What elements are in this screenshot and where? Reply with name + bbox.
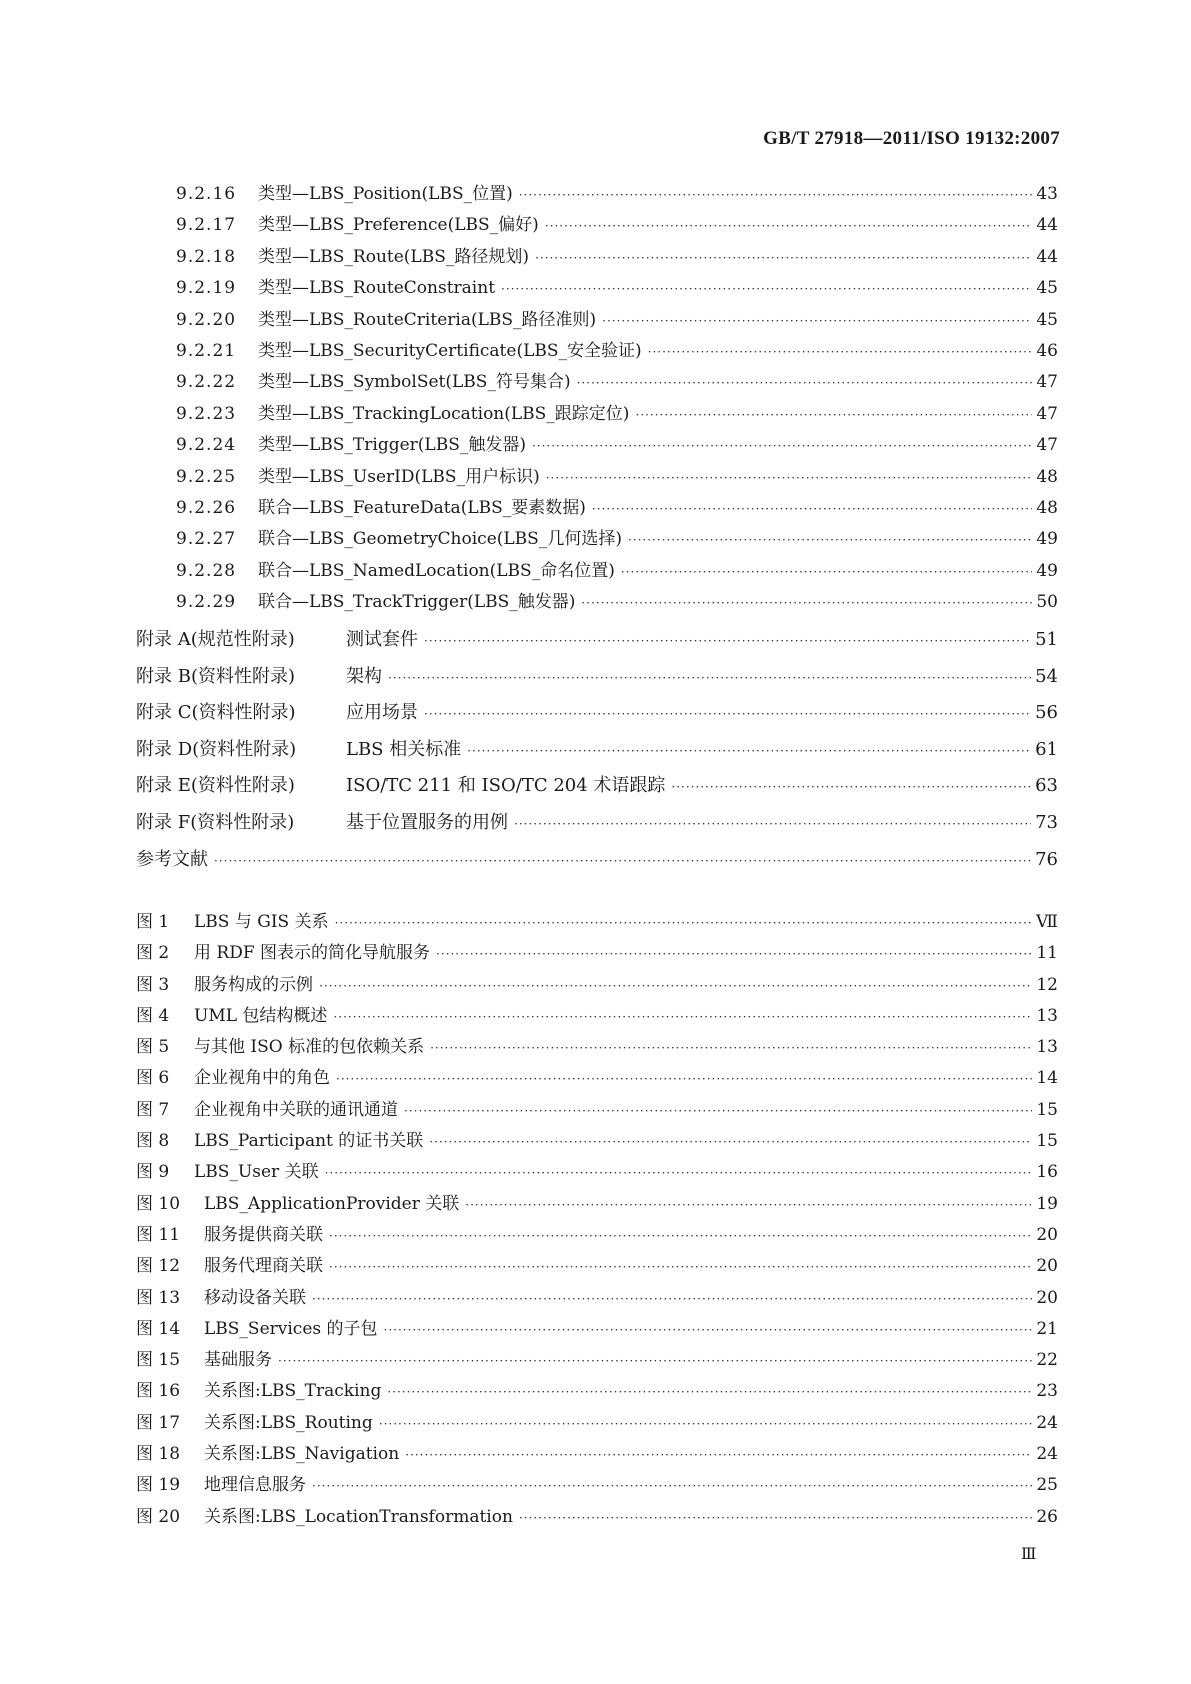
toc-entry-number: 附录 F(资料性附录) [136, 811, 295, 833]
toc-figure-entry[interactable] [136, 1507, 1058, 1538]
toc-dot-leader [532, 436, 1032, 456]
toc-figure-entry[interactable] [136, 1350, 1058, 1381]
toc-entry-page-number: 19 [1036, 1193, 1058, 1214]
toc-entry-page-number: 20 [1036, 1224, 1058, 1245]
toc-entry-page-number: 73 [1035, 811, 1058, 833]
toc-entry-number: 9.2.19 [176, 278, 237, 299]
toc-entry-number: 附录 D(资料性附录) [136, 738, 297, 760]
toc-entry-number: 图 17 [136, 1412, 181, 1433]
toc-subsection-entry[interactable] [136, 498, 1058, 529]
toc-entry-page-number: 51 [1035, 629, 1058, 650]
toc-entry-title: LBS_Participant 的证书关联 [194, 1131, 424, 1152]
toc-entry-page-number: 22 [1036, 1350, 1058, 1371]
toc-entry-page-number: 26 [1036, 1506, 1058, 1527]
toc-figure-entry[interactable] [136, 1475, 1058, 1506]
toc-entry-title: 类型—LBS_UserID(LBS_用户标识) [258, 466, 540, 487]
toc-dot-leader [436, 944, 1032, 964]
toc-entry-number: 9.2.28 [176, 560, 237, 581]
toc-annex-entry[interactable] [136, 740, 1058, 777]
toc-entry-title: 用 RDF 图表示的简化导航服务 [194, 943, 431, 964]
toc-entry-number: 附录 E(资料性附录) [136, 775, 295, 797]
toc-entry-number: 图 8 [136, 1131, 170, 1152]
toc-dot-leader [465, 1195, 1032, 1215]
toc-annex-entry[interactable] [136, 813, 1058, 850]
toc-dot-leader [387, 1382, 1032, 1402]
toc-figure-entry[interactable] [136, 1068, 1058, 1099]
toc-figure-entry[interactable] [136, 1194, 1058, 1225]
toc-dot-leader [336, 1069, 1032, 1089]
toc-entry-number: 图 6 [136, 1068, 170, 1089]
toc-entry-title: 测试套件 [346, 629, 418, 650]
toc-entry-title: 类型—LBS_Trigger(LBS_触发器) [258, 435, 526, 456]
toc-entry-page-number: 20 [1036, 1256, 1058, 1277]
toc-dot-leader [429, 1132, 1032, 1152]
toc-entry-title: 类型—LBS_Route(LBS_路径规划) [258, 246, 529, 267]
toc-subsection-entry[interactable] [136, 529, 1058, 560]
toc-entry-title: LBS_User 关联 [194, 1162, 319, 1183]
toc-entry-number: 图 4 [136, 1005, 170, 1026]
toc-dot-leader [424, 631, 1031, 651]
toc-entry-title: 关系图:LBS_Navigation [204, 1444, 400, 1465]
toc-entry-title: 联合—LBS_GeometryChoice(LBS_几何选择) [258, 529, 622, 550]
toc-entry-page-number: 44 [1036, 215, 1058, 236]
toc-figure-entry[interactable] [136, 1319, 1058, 1350]
toc-figure-entry[interactable] [136, 1131, 1058, 1162]
toc-annex-entry[interactable] [136, 776, 1058, 813]
toc-entry-page-number: 23 [1036, 1381, 1058, 1402]
toc-entry-number: 9.2.16 [176, 184, 237, 204]
toc-dot-leader [501, 279, 1032, 299]
toc-entry-number: 图 11 [136, 1224, 181, 1245]
toc-entry-title: 服务提供商关联 [204, 1224, 323, 1245]
toc-entry-title: 类型—LBS_RouteConstraint [258, 278, 496, 299]
toc-entry-number: 9.2.22 [176, 372, 237, 393]
toc-figure-entry[interactable] [136, 1381, 1058, 1412]
toc-entry-page-number: 16 [1036, 1162, 1058, 1183]
toc-entry-number: 9.2.29 [176, 592, 237, 613]
toc-entry-title: 企业视角中关联的通讯通道 [194, 1099, 398, 1120]
toc-entry-title: 应用场景 [346, 702, 418, 724]
toc-entry-page-number: 12 [1036, 974, 1058, 995]
toc-entry-number: 图 12 [136, 1256, 181, 1277]
toc-entry-page-number: 47 [1036, 403, 1058, 424]
toc-entry-number: 图 9 [136, 1162, 170, 1183]
toc-entry-number: 图 3 [136, 974, 170, 995]
toc-dot-leader [312, 1476, 1032, 1496]
toc-subsection-entry[interactable] [136, 467, 1058, 498]
page-header-standard-number: GB/T 27918—2011/ISO 19132:2007 [763, 128, 1060, 149]
toc-entry-page-number: 13 [1036, 1005, 1058, 1026]
toc-entry-number: 图 14 [136, 1318, 181, 1339]
toc-entry-number: 图 16 [136, 1381, 181, 1402]
toc-entry-page-number: 45 [1036, 309, 1058, 330]
toc-entry-title: 地理信息服务 [204, 1475, 306, 1496]
toc-figure-entry[interactable] [136, 912, 1058, 943]
toc-figure-entry[interactable] [136, 1100, 1058, 1131]
toc-entry-number: 图 19 [136, 1475, 181, 1496]
toc-dot-leader [671, 777, 1031, 797]
toc-entry-title: UML 包结构概述 [194, 1005, 328, 1026]
toc-entry-page-number: 48 [1036, 497, 1058, 518]
toc-dot-leader [278, 1351, 1032, 1371]
toc-entry-page-number: 13 [1036, 1037, 1058, 1058]
toc-entry-number: 图 5 [136, 1037, 170, 1058]
toc-entry-title: LBS_Services 的子包 [204, 1318, 378, 1339]
toc-annex-entry[interactable] [136, 703, 1058, 740]
toc-figure-entry[interactable] [136, 1006, 1058, 1037]
toc-subsection-entry[interactable] [136, 310, 1058, 341]
toc-dot-leader [577, 373, 1032, 393]
toc-entry-title: 类型—LBS_Position(LBS_位置) [258, 184, 513, 204]
toc-entry-number: 9.2.23 [176, 403, 237, 424]
toc-entry-page-number: 54 [1035, 665, 1058, 687]
toc-dot-leader [635, 405, 1032, 425]
toc-subsection-entry[interactable] [136, 561, 1058, 592]
toc-dot-leader [514, 814, 1031, 834]
toc-dot-leader [325, 1163, 1032, 1183]
toc-dot-leader [329, 1257, 1032, 1277]
toc-subsection-entry[interactable] [136, 215, 1058, 246]
toc-entry-title: 基础服务 [204, 1350, 272, 1371]
toc-entry-title: 关系图:LBS_Routing [204, 1412, 373, 1433]
toc-entry-page-number: 45 [1036, 278, 1058, 299]
toc-dot-leader [592, 499, 1032, 519]
toc-entry-number: 附录 B(资料性附录) [136, 665, 295, 687]
toc-dot-leader [329, 1226, 1032, 1246]
toc-annex-entry[interactable] [136, 630, 1058, 667]
toc-entry-page-number: 20 [1036, 1287, 1058, 1308]
toc-entry-title: 服务代理商关联 [204, 1256, 323, 1277]
toc-dot-leader [621, 562, 1032, 582]
toc-dot-leader [430, 1038, 1032, 1058]
toc-figure-entry[interactable] [136, 1037, 1058, 1068]
toc-entry-number: 9.2.26 [176, 497, 237, 518]
toc-entry-title: 关系图:LBS_LocationTransformation [204, 1506, 513, 1527]
toc-dot-leader [519, 1508, 1032, 1528]
toc-annex-entry[interactable] [136, 850, 1058, 887]
toc-entry-number: 9.2.17 [176, 215, 237, 236]
toc-entry-title: LBS 相关标准 [346, 738, 462, 760]
toc-figure-entry[interactable] [136, 1444, 1058, 1475]
toc-subsection-entry[interactable] [136, 184, 1058, 215]
toc-entry-number: 9.2.27 [176, 529, 237, 550]
toc-subsection-entry[interactable] [136, 592, 1058, 623]
toc-dot-leader [388, 668, 1031, 688]
toc-dot-leader [379, 1414, 1032, 1434]
toc-entry-page-number: 43 [1036, 184, 1058, 204]
toc-subsection-list [136, 184, 1058, 623]
toc-entry-page-number: 11 [1036, 943, 1058, 964]
toc-dot-leader [581, 593, 1032, 613]
toc-entry-title: 类型—LBS_SymbolSet(LBS_符号集合) [258, 372, 571, 393]
toc-figure-entry[interactable] [136, 1256, 1058, 1287]
toc-entry-title: 类型—LBS_TrackingLocation(LBS_跟踪定位) [258, 403, 630, 424]
toc-entry-page-number: 56 [1035, 702, 1058, 724]
toc-dot-leader [214, 851, 1031, 871]
toc-entry-title: 联合—LBS_TrackTrigger(LBS_触发器) [258, 592, 576, 613]
toc-entry-page-number: 49 [1036, 529, 1058, 550]
toc-dot-leader [312, 1289, 1032, 1309]
toc-entry-number: 图 2 [136, 943, 170, 964]
toc-entry-number: 9.2.21 [176, 340, 237, 361]
toc-dot-leader [519, 185, 1032, 205]
toc-entry-number: 图 1 [136, 912, 170, 932]
toc-dot-leader [404, 1101, 1032, 1121]
toc-entry-title: 参考文献 [136, 848, 208, 870]
toc-subsection-entry[interactable] [136, 341, 1058, 372]
toc-dot-leader [424, 704, 1031, 724]
toc-entry-number: 9.2.25 [176, 466, 237, 487]
toc-entry-title: 架构 [346, 665, 382, 687]
toc-entry-page-number: 50 [1036, 592, 1058, 613]
toc-entry-page-number: 63 [1035, 775, 1058, 797]
toc-dot-leader [628, 530, 1032, 550]
toc-entry-title: ISO/TC 211 和 ISO/TC 204 术语跟踪 [346, 775, 666, 797]
toc-entry-number: 9.2.24 [176, 435, 237, 456]
toc-figure-list [136, 912, 1058, 1538]
toc-entry-title: 联合—LBS_FeatureData(LBS_要素数据) [258, 497, 586, 518]
toc-subsection-entry[interactable] [136, 247, 1058, 278]
toc-dot-leader [535, 248, 1032, 268]
toc-entry-title: 类型—LBS_Preference(LBS_偏好) [258, 215, 539, 236]
toc-entry-page-number: 44 [1036, 246, 1058, 267]
toc-entry-number: 图 13 [136, 1287, 181, 1308]
toc-dot-leader [545, 216, 1032, 236]
page-number: Ⅲ [1021, 1546, 1037, 1563]
toc-entry-title: 联合—LBS_NamedLocation(LBS_命名位置) [258, 560, 615, 581]
toc-entry-number: 图 15 [136, 1350, 181, 1371]
toc-entry-title: LBS_ApplicationProvider 关联 [204, 1193, 460, 1214]
toc-dot-leader [319, 976, 1032, 996]
toc-dot-leader [546, 468, 1032, 488]
toc-entry-page-number: 61 [1035, 738, 1058, 760]
toc-entry-title: 服务构成的示例 [194, 974, 313, 995]
toc-figure-entry[interactable] [136, 1288, 1058, 1319]
toc-entry-page-number: 15 [1036, 1099, 1058, 1120]
toc-dot-leader [648, 342, 1032, 362]
toc-dot-leader [333, 1007, 1032, 1027]
toc-entry-number: 图 7 [136, 1099, 170, 1120]
toc-entry-title: 基于位置服务的用例 [346, 811, 508, 833]
toc-dot-leader [384, 1320, 1032, 1340]
toc-dot-leader [335, 913, 1032, 933]
toc-dot-leader [602, 311, 1032, 331]
toc-figure-entry[interactable] [136, 1162, 1058, 1193]
toc-annex-entry[interactable] [136, 667, 1058, 704]
toc-subsection-entry[interactable] [136, 435, 1058, 466]
toc-entry-number: 9.2.20 [176, 309, 237, 330]
toc-annex-list [136, 630, 1058, 886]
toc-entry-page-number: 21 [1036, 1318, 1058, 1339]
toc-entry-page-number: 14 [1036, 1068, 1058, 1089]
toc-entry-title: 关系图:LBS_Tracking [204, 1381, 382, 1402]
toc-entry-page-number: 24 [1036, 1444, 1058, 1465]
toc-entry-page-number: 46 [1036, 340, 1058, 361]
toc-figure-entry[interactable] [136, 1413, 1058, 1444]
toc-entry-page-number: 15 [1036, 1131, 1058, 1152]
toc-figure-entry[interactable] [136, 943, 1058, 974]
toc-entry-number: 图 18 [136, 1444, 181, 1465]
toc-entry-title: LBS 与 GIS 关系 [194, 912, 329, 932]
toc-entry-page-number: 47 [1036, 435, 1058, 456]
toc-entry-number: 图 10 [136, 1193, 181, 1214]
toc-entry-page-number: 47 [1036, 372, 1058, 393]
toc-entry-number: 9.2.18 [176, 246, 237, 267]
toc-entry-page-number: 49 [1036, 560, 1058, 581]
toc-entry-title: 移动设备关联 [204, 1287, 306, 1308]
toc-figure-entry[interactable] [136, 975, 1058, 1006]
toc-entry-title: 企业视角中的角色 [194, 1068, 330, 1089]
toc-entry-title: 类型—LBS_RouteCriteria(LBS_路径准则) [258, 309, 597, 330]
toc-entry-number: 附录 A(规范性附录) [136, 629, 295, 650]
toc-entry-title: 类型—LBS_SecurityCertificate(LBS_安全验证) [258, 340, 642, 361]
toc-entry-page-number: 24 [1036, 1412, 1058, 1433]
toc-entry-page-number: 48 [1036, 466, 1058, 487]
toc-entry-page-number: 76 [1035, 848, 1058, 870]
toc-subsection-entry[interactable] [136, 404, 1058, 435]
toc-entry-title: 与其他 ISO 标准的包依赖关系 [194, 1037, 425, 1058]
toc-figure-entry[interactable] [136, 1225, 1058, 1256]
toc-entry-page-number: Ⅶ [1036, 912, 1058, 932]
toc-entry-number: 图 20 [136, 1506, 181, 1527]
toc-entry-number: 附录 C(资料性附录) [136, 702, 296, 724]
toc-dot-leader [467, 741, 1031, 761]
toc-dot-leader [405, 1445, 1032, 1465]
toc-entry-page-number: 25 [1036, 1475, 1058, 1496]
toc-subsection-entry[interactable] [136, 278, 1058, 309]
toc-subsection-entry[interactable] [136, 372, 1058, 403]
